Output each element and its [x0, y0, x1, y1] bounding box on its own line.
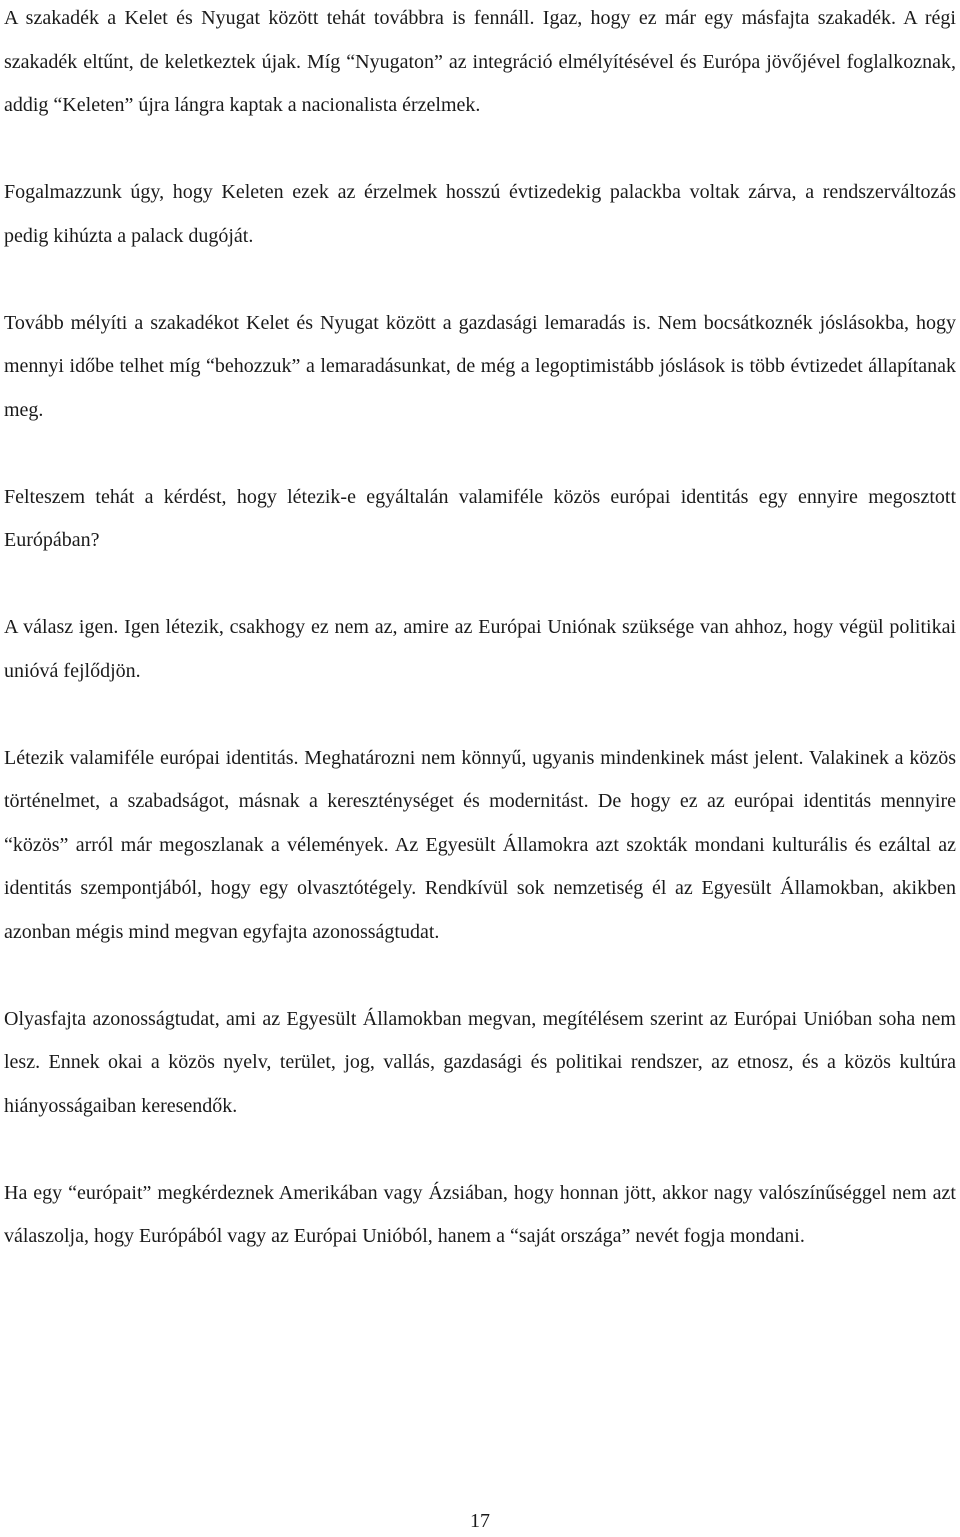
paragraph-5: A válasz igen. Igen létezik, csakhogy ez nem az, amire az Európai Uniónak szüksége van ahhoz, hogy végül politikai unióvá fejlődjön.	[4, 616, 956, 682]
paragraph-2: Fogalmazzunk úgy, hogy Keleten ezek az érzelmek hosszú évtizedekig palackba voltak zárva, a rendszerváltozás pedig kihúzta a palack dugóját.	[4, 181, 956, 247]
paragraph-3: Tovább mélyíti a szakadékot Kelet és Nyugat között a gazdasági lemaradás is. Nem bocsátkoznék jóslásokba, hogy mennyi időbe telhet míg “behozzuk” a lemaradásunkat, de még a legoptimistább jóslások is több évtizedet állapítanak meg.	[4, 311, 956, 421]
paragraph-7: Olyasfajta azonosságtudat, ami az Egyesült Államokban megvan, megítélésem szerint az Európai Unióban soha nem lesz. Ennek okai a közös nyelv, terület, jog, vallás, gazdasági és politikai rendszer, az etnosz, és a közös kultúra hiányosságaiban keresendők.	[4, 1007, 956, 1117]
paragraph-4: Felteszem tehát a kérdést, hogy létezik-e egyáltalán valamiféle közös európai identitás egy ennyire megosztott Európában?	[4, 485, 956, 551]
paragraph-6: Létezik valamiféle európai identitás. Meghatározni nem könnyű, ugyanis mindenkinek mást jelent. Valakinek a közös történelmet, a szabadságot, másnak a kereszténységet és modernitást. De hogy ez az európai identitás mennyire “közös” arról már megoszlanak a vélemények. Az Egyesült Államokra azt szokták mondani kulturális és ezáltal az identitás szempontjából, hogy egy olvasztótégely. Rendkívül sok nemzetiség él az Egyesült Államokban, akikben azonban mégis mind megvan egyfajta azonosságtudat.	[4, 746, 956, 943]
document-body	[4, 0, 956, 1302]
paragraph-1: A szakadék a Kelet és Nyugat között tehát továbbra is fennáll. Igaz, hogy ez már egy másfajta szakadék. A régi szakadék eltűnt, de keletkeztek újak. Míg “Nyugaton” az integráció elmélyítésével és Európa jövőjével foglalkoznak, addig “Keleten” újra lángra kaptak a nacionalista érzelmek.	[4, 7, 956, 116]
paragraph-8: Ha egy “európait” megkérdeznek Amerikában vagy Ázsiában, hogy honnan jött, akkor nagy valószínűséggel nem azt válaszolja, hogy Európából vagy az Európai Unióból, hanem a “saját országa” nevét fogja mondani.	[4, 1181, 956, 1247]
page-number: 17	[470, 1510, 490, 1532]
